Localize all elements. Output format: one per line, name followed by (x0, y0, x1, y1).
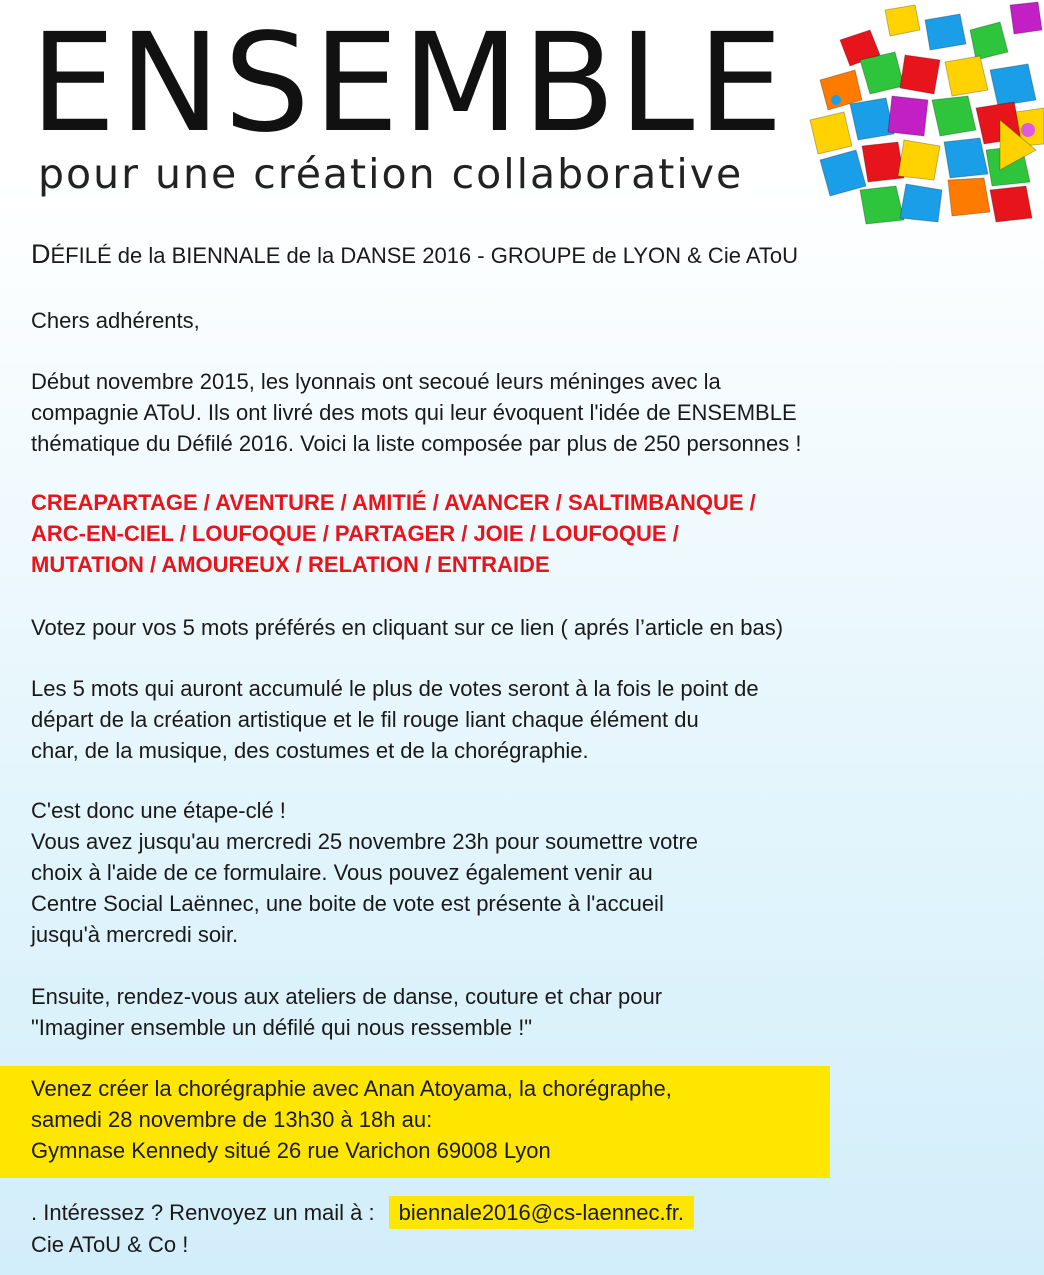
highlight-text (31, 1073, 672, 1166)
workshops-line: "Imaginer ensemble un défilé qui nous ressemble !" (31, 1015, 533, 1040)
deadline-line: Vous avez jusqu'au mercredi 25 novembre 23h pour soumettre votre (31, 829, 699, 854)
intro-line: thématique du Défilé 2016. Voici la liste composée par plus de 250 personnes ! (31, 431, 802, 456)
word-list-line: CREAPARTAGE / AVENTURE / AMITIÉ / AVANCER / SALTIMBANQUE / (31, 490, 756, 515)
deadline-line: jusqu'à mercredi soir. (31, 922, 239, 947)
intro-line: Début novembre 2015, les lyonnais ont secoué leurs méninges avec la (31, 369, 721, 394)
word-list (31, 487, 756, 580)
highlight-line: Venez créer la chorégraphie avec Anan Atoyama, la chorégraphe, (31, 1076, 672, 1101)
deadline-line: C'est donc une étape-clé ! (31, 798, 286, 823)
result-line: Les 5 mots qui auront accumulé le plus de votes seront à la fois le point de (31, 676, 759, 701)
highlight-line: Gymnase Kennedy situé 26 rue Varichon 69008 Lyon (31, 1138, 551, 1163)
colorful-blocks-illustration (800, 0, 1044, 228)
workshops-line: Ensuite, rendez-vous aux ateliers de danse, couture et char pour (31, 984, 663, 1009)
signature: Cie AToU & Co ! (31, 1232, 189, 1257)
deadline-line: Centre Social Laënnec, une boite de vote est présente à l'accueil (31, 891, 664, 916)
contact-prefix: . Intéressez ? Renvoyez un mail à : (31, 1200, 375, 1225)
word-list-line: MUTATION / AMOUREUX / RELATION / ENTRAIDE (31, 552, 550, 577)
workshops-paragraph (31, 981, 662, 1043)
deadline-line: choix à l'aide de ce formulaire. Vous pouvez également venir au (31, 860, 653, 885)
event-title (31, 239, 798, 271)
result-line: départ de la création artistique et le fil rouge liant chaque élément du (31, 707, 699, 732)
word-list-line: ARC-EN-CIEL / LOUFOQUE / PARTAGER / JOIE / LOUFOQUE / (31, 521, 679, 546)
result-paragraph (31, 673, 759, 766)
title-initial: D (31, 239, 51, 269)
intro-line: compagnie AToU. Ils ont livré des mots qui leur évoquent l'idée de ENSEMBLE (31, 400, 797, 425)
title-rest: ÉFILÉ de la BIENNALE de la DANSE 2016 - GROUPE de LYON & Cie AToU (50, 243, 799, 268)
intro-paragraph (31, 366, 801, 459)
logo (30, 5, 810, 198)
contact-line (31, 1197, 694, 1228)
deadline-paragraph (31, 795, 698, 950)
greeting: Chers adhérents, (31, 308, 200, 333)
logo-tagline: pour une création collaborative (38, 150, 744, 198)
highlight-line: samedi 28 novembre de 13h30 à 18h au: (31, 1107, 433, 1132)
email-link[interactable]: biennale2016@cs-laennec.fr. (389, 1196, 694, 1229)
result-line: char, de la musique, des costumes et de la chorégraphie. (31, 738, 589, 763)
logo-word: ENSEMBLE (30, 5, 787, 163)
vote-instruction: Votez pour vos 5 mots préférés en cliquant sur ce lien ( aprés l’article en bas) (31, 615, 784, 640)
